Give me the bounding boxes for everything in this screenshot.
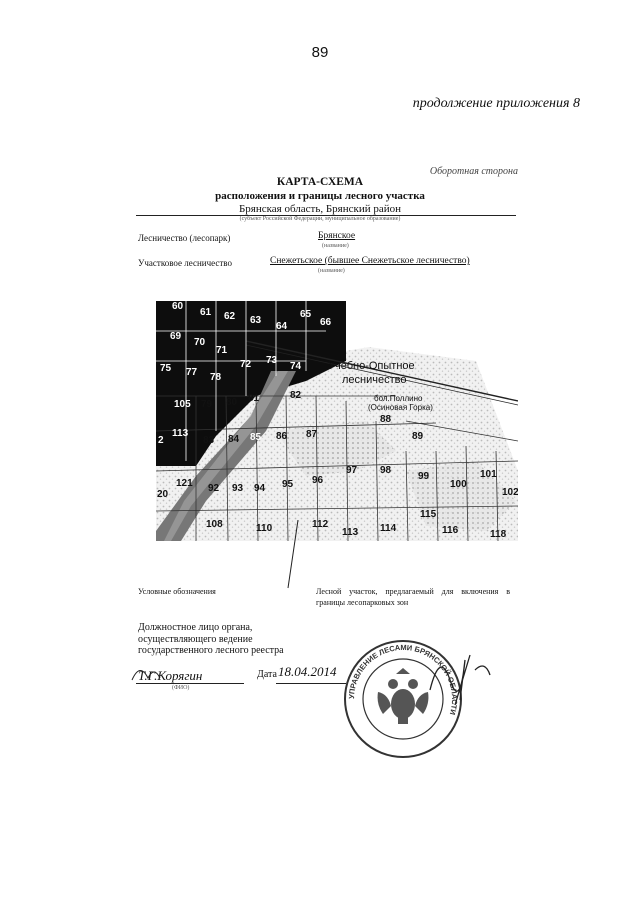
region-caption: (субъект Российской Федерации, муниципальное образование) xyxy=(239,216,401,222)
quarter-60: 60 xyxy=(172,301,184,312)
quarter-98: 98 xyxy=(380,465,392,476)
forestry-value: Брянское xyxy=(318,231,356,241)
quarter-102: 102 xyxy=(502,487,518,498)
quarter-105: 105 xyxy=(174,399,191,410)
quarter-92: 92 xyxy=(208,483,220,494)
quarter-113-top: 113 xyxy=(172,428,189,439)
quarter-75: 75 xyxy=(160,363,172,374)
date-line xyxy=(276,683,346,684)
quarter-73: 73 xyxy=(266,355,278,366)
date-label: Дата xyxy=(257,669,277,680)
date-value: 18.04.2014 xyxy=(278,664,337,679)
reverse-side-note: Оборотная сторона xyxy=(429,166,518,177)
quarter-118: 118 xyxy=(490,529,507,540)
legend-title: Условные обозначения xyxy=(138,587,216,596)
quarter-112: 112 xyxy=(312,519,329,530)
quarter-80: 80 xyxy=(226,397,238,408)
tract-label: бол.Поллино xyxy=(374,394,423,403)
quarter-66: 66 xyxy=(320,317,332,328)
quarter-114: 114 xyxy=(380,523,397,534)
quarter-113: 113 xyxy=(342,527,359,538)
page-number: 89 xyxy=(311,44,329,61)
quarter-65: 65 xyxy=(300,309,312,320)
quarter-101: 101 xyxy=(480,469,497,480)
legend-pointer xyxy=(280,520,310,590)
quarter-115: 115 xyxy=(420,509,437,520)
quarter-69: 69 xyxy=(170,331,182,342)
document-title: КАРТА-СХЕМА xyxy=(276,176,364,188)
tract-label-2: (Осиновая Горка) xyxy=(368,403,433,412)
quarter-70: 70 xyxy=(194,337,206,348)
quarter-121: 121 xyxy=(176,478,193,489)
quarter-93: 93 xyxy=(232,483,244,494)
district-value: Снежетьское (бывшее Снежетьское лесничество) xyxy=(270,256,470,266)
legend-description: Лесной участок, предлагаемый для включения в границы лесопарковых зон xyxy=(316,587,510,607)
continuation-note: продолжение приложения 8 xyxy=(412,96,580,111)
quarter-79: 79 xyxy=(201,399,213,410)
seal-text: УПРАВЛЕНИЕ ЛЕСАМИ БРЯНСКОЙ ОБЛАСТИ xyxy=(346,642,460,716)
quarter-87: 87 xyxy=(306,429,318,440)
quarter-108: 108 xyxy=(206,519,223,530)
handwritten-signature xyxy=(420,640,500,710)
quarter-72: 72 xyxy=(240,359,252,370)
official-position: Должностное лицо органа, осуществляющего ведение государственного лесного реестра xyxy=(138,622,284,656)
quarter-97: 97 xyxy=(346,465,358,476)
forestry-name-label: Учебно-Опытное xyxy=(328,360,415,372)
forestry-name-label-2: лесничество xyxy=(342,374,407,386)
quarter-2: 2 xyxy=(158,435,164,446)
quarter-62: 62 xyxy=(224,311,236,322)
quarter-99: 99 xyxy=(418,471,430,482)
quarter-84: 84 xyxy=(228,434,240,445)
quarter-83: 83 xyxy=(203,435,215,446)
map-canvas xyxy=(156,301,518,541)
quarter-94: 94 xyxy=(254,483,266,494)
forestry-label: Лесничество (лесопарк) xyxy=(138,233,231,243)
quarter-110: 110 xyxy=(256,523,273,534)
forest-map xyxy=(156,301,518,541)
quarter-64: 64 xyxy=(276,321,288,332)
document-subtitle: расположения и границы лесного участка xyxy=(215,190,425,202)
quarter-74: 74 xyxy=(290,361,302,372)
quarter-89: 89 xyxy=(412,431,424,442)
district-caption: (название) xyxy=(318,268,345,274)
signature-scribble xyxy=(130,660,242,686)
quarter-95: 95 xyxy=(282,479,294,490)
quarter-88: 88 xyxy=(380,414,392,425)
region-value: Брянская область, Брянский район xyxy=(238,203,402,215)
signature-caption: (ФИО) xyxy=(172,685,190,691)
quarter-63: 63 xyxy=(250,315,262,326)
quarter-86: 86 xyxy=(276,431,288,442)
quarter-20: 20 xyxy=(157,489,169,500)
district-label: Участковое лесничество xyxy=(138,258,232,268)
forestry-caption: (название) xyxy=(322,243,349,249)
quarter-82: 82 xyxy=(290,390,302,401)
quarter-116: 116 xyxy=(442,525,459,536)
quarter-96: 96 xyxy=(312,475,324,486)
signature-name: Т.Г.Корягин xyxy=(138,668,203,683)
quarter-61: 61 xyxy=(200,307,212,318)
quarter-85: 85 xyxy=(250,432,262,443)
quarter-100: 100 xyxy=(450,479,467,490)
quarter-77: 77 xyxy=(186,367,198,378)
quarter-71: 71 xyxy=(216,345,228,356)
quarter-78: 78 xyxy=(210,372,222,383)
quarter-81: 81 xyxy=(248,393,260,404)
